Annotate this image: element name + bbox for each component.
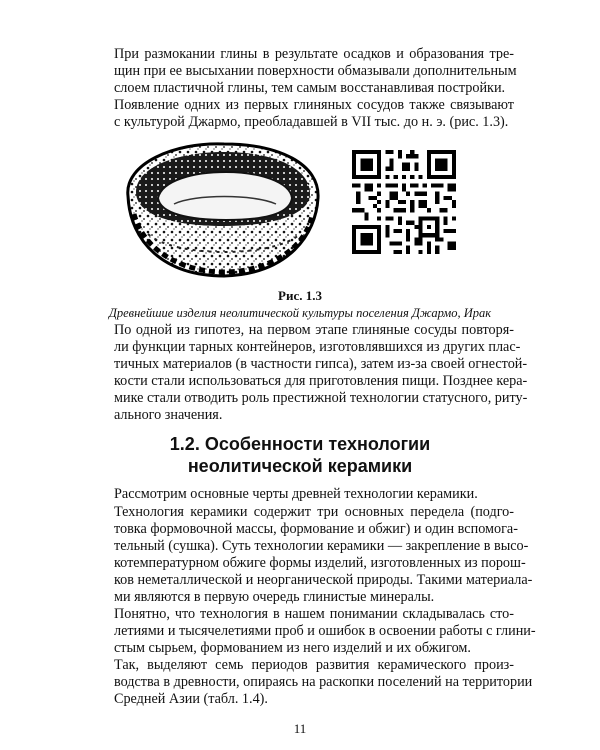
- text-line: водства в древности, опираясь на раскопки поселений на территории: [114, 674, 533, 690]
- text-line: Так, выделяют семь периодов развития керамического произ-: [114, 657, 514, 673]
- text-line: По одной из гипотез, на первом этапе глиняные сосуды повторя-: [114, 322, 514, 338]
- text-line: При размокании глины в результате осадков и образования тре-: [114, 46, 514, 62]
- text-line: Технология керамики содержит три основных передела (подго-: [114, 504, 514, 520]
- section-title-line-1: 1.2. Особенности технологии: [169, 434, 431, 454]
- text-line: Появление одних из первых глиняных сосудов также связывают: [114, 97, 514, 113]
- text-line: стым сырьем, формованием из него изделий и их обжигом.: [114, 640, 471, 656]
- text-line: котемпературном обжиге формы изделий, изготовленных из порош-: [114, 555, 526, 571]
- figure-caption: Древнейшие изделия неолитической культуры поселения Джармо, Ирак: [108, 306, 492, 320]
- text-line: Понятно, что технология в нашем понимании складывалась сто-: [114, 606, 514, 622]
- text-line: ков неметаллической и неорганической природы. Такими материала-: [114, 572, 533, 588]
- text-line: летиями и тысячелетиями проб и ошибок в освоении работы с глини-: [114, 623, 536, 639]
- figure-1-3: [0, 134, 600, 294]
- text-line: слоем пластичной глины, тем самым восстанавливая постройки.: [114, 80, 506, 96]
- text-line: Средней Азии (табл. 1.4).: [114, 691, 268, 707]
- text-line: тичных материалов (в частности гипса), затем из-за своей огнестой-: [114, 356, 528, 372]
- paragraph-3: [86, 322, 528, 424]
- text-line: щин при ее высыхании поверхности обмазывали дополнительным: [114, 63, 517, 79]
- page-number: 11: [293, 721, 307, 736]
- figure-number: Рис. 1.3: [278, 288, 322, 303]
- section-title-line-2: неолитической керамики: [187, 456, 413, 476]
- clay-vessel-photo: [114, 134, 326, 282]
- paragraph-1: [86, 46, 517, 97]
- text-line: мике стали отводить роль престижной технологии статусного, риту-: [114, 390, 528, 406]
- paragraph-5: [86, 504, 533, 606]
- text-line: кости стали использоваться для приготовления пищи. Позднее кера-: [114, 373, 528, 389]
- qr-code[interactable]: [352, 150, 456, 254]
- text-line: ального значения.: [114, 407, 223, 423]
- text-line: с культурой Джармо, преобладавшей в VII тыс. до н. э. (рис. 1.3).: [114, 114, 509, 130]
- paragraph-7: [86, 657, 533, 708]
- text-line: Рассмотрим основные черты древней технологии керамики.: [114, 486, 478, 502]
- text-line: товка формовочной массы, формование и обжиг) и один вспомога-: [114, 521, 518, 537]
- paragraph-6: [86, 606, 536, 657]
- text-line: ми являются в первую очередь глинистые минералы.: [114, 589, 435, 605]
- paragraph-2: [86, 97, 514, 131]
- text-line: тельный (сушка). Суть технологии керамики — закрепление в высо-: [114, 538, 529, 554]
- paragraph-4: [86, 486, 514, 503]
- text-line: ли функции тарных контейнеров, изготовлявшихся из других плас-: [114, 339, 521, 355]
- section-heading: [0, 433, 600, 477]
